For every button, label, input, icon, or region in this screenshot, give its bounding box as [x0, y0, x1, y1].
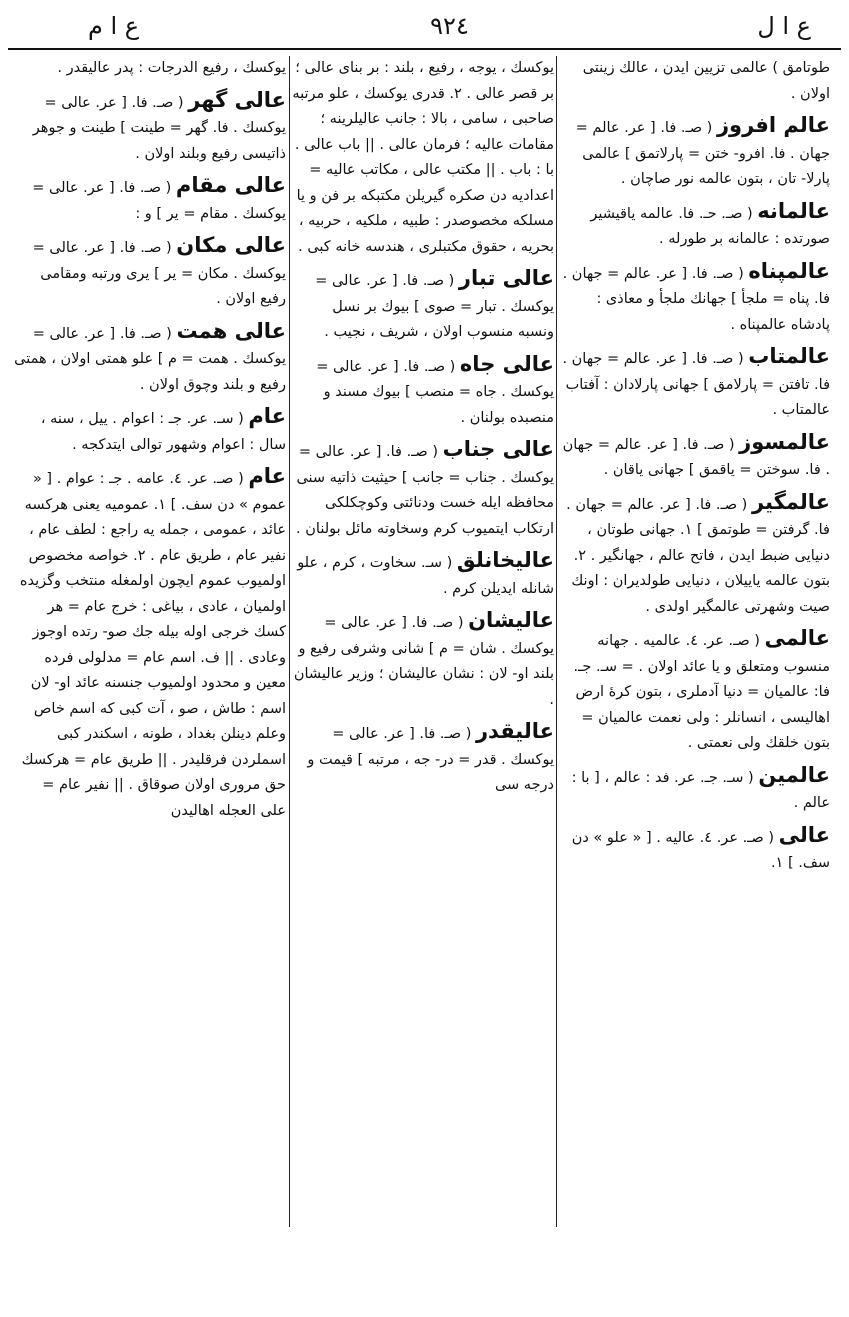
entry-definition: ( صـ. فا. [ عر. عالی = یوکسك . شان = م ] شانی وشرفی رفیع و بلند او- لان : نشان عالیشان ؛ وزیر عالیشان .	[293, 615, 554, 708]
entry-headword: عالمی	[764, 626, 830, 650]
dictionary-entry	[292, 546, 554, 602]
page-header	[8, 6, 841, 46]
header-right-guide: ع ا ل	[757, 12, 811, 40]
dictionary-entry	[14, 231, 286, 313]
entry-headword: عالی گهر	[188, 87, 286, 112]
dictionary-entry	[560, 111, 830, 193]
entry-definition: ( سـ. جـ. عر. فد : عالم ، [ با : عالم .	[571, 769, 830, 811]
entry-definition: طوتامق ) عالمی تزیین ایدن ، عالك زینتی اولان .	[582, 60, 830, 102]
entry-definition: ( صـ. فا. [ عر. عالی = یوکسك . جاه = منصب ] بیوك مسند و منصبده بولنان .	[316, 358, 554, 426]
entry-definition: ( صـ. فا. [ عر. عالی = یوکسك . تبار = صوی ] بیوك بر نسل ونسبه منسوب اولان ، شریف ، نجیب .	[315, 273, 554, 340]
entry-definition: ( صـ. فا. [ عر. عالم = جهان . فا. سوختن = یاقمق ] جهانی یاقان .	[562, 436, 830, 478]
entry-definition: ( صـ. فا. [ عر. عالم = جهان . فا. تافتن = پارلامق ] جهانی پارلادان : آفتاب عالمتاب .	[562, 351, 830, 418]
entry-headword: عالی همت	[176, 318, 286, 343]
dictionary-entry	[14, 402, 286, 458]
entry-definition: ( صـ. فا. [ عر. عالی = یوکسك . همت = م ] علو همتی اولان ، همتی رفیع و بلند وچوق اولان .	[14, 325, 286, 393]
dictionary-entry	[560, 428, 830, 484]
dictionary-entry	[292, 264, 554, 346]
column-divider-right	[556, 56, 557, 1227]
entry-headword: عالمانه	[757, 198, 830, 223]
entry-headword: عالی جاه	[459, 351, 554, 376]
entry-headword: عالیخانلق	[456, 548, 554, 572]
column-right	[560, 56, 830, 1227]
dictionary-entry	[292, 435, 554, 542]
entry-headword: عالم افروز	[716, 113, 830, 137]
dictionary-entry	[292, 606, 554, 713]
column-middle	[292, 56, 554, 1227]
dictionary-entry	[292, 717, 554, 799]
entry-headword: عالمتاب	[748, 344, 830, 368]
entry-definition: ( صـ. فا. [ عر. عالم = جهان . فا. گرفتن = طوتمق ] ١. جهانی طوتان ، دنیایی ضبط ایدن ، فاتح عالم ، جهانگیر . ٢. بتون عالمه یاییلان ، دنیایی طولدیران : اونك صیت وشهرتی عالمگیر اولدی .	[566, 496, 830, 615]
entry-definition: ( صـ. عر. ٤. عامه . جـ : عوام . [ « عموم » دن سف. ] ١. عمومیه یعنی هرکسه عائد ، عمومی ، جمله یه راجع : لطف عام ، نفیر عام ، طریق عام . ٢. خواصه مخصوص اولمیوب عموم ایچون اولمغله منتخب وگزیده اولمیان ، عادی ، بیاغی : خرج عام = هر کسك خرجی اوله بیله جك صو- رتده اوجوز وعادی . || ف. اسم عام = مدلولی فرده معین و محدود اولمیوب جنسنه عائد او- لان اسم : طاش ، صو ، آت کبی که اسم خاص وعلم دینلن بغداد ، طونه ، اسکندر کبی اسملردن فرقلیدر . || طریق عام = هرکسك حق مروری اولان صوقاق . || نفیر عام = علی العجله اهالیدن	[19, 471, 286, 819]
entry-definition: ( صـ. فا. [ عر. عالی = یوکسك . مکان = یر ] یری ورتبه ومقامی رفیع اولان .	[32, 240, 286, 307]
entry-definition: یوکسك ، یوجه ، رفیع ، بلند : بر بنای عالی ؛ بر قصر عالی . ٢. قدری یوکسك ، علو مرتبه صاحبی ، سامی ، بالا : جانب عالیلرینه ؛ مقامات عالیه ؛ فرمان عالی . || باب عالی . با : باب . || مکتب عالی ، مکاتب عالیه = اعدادیه دن صکره گیریلن مکتبکه بر فن و یا مسلکه مخصوصدر : طبیه ، ملکیه ، حربیه ، بحریه ، حقوق مکتبلری ، هندسه خانه کبی .	[292, 60, 554, 255]
entry-definition: ( صـ. فا. [ عر. عالی = یوکسك . مقام = یر ] و :	[32, 180, 286, 222]
dictionary-entry	[14, 317, 286, 399]
entry-definition: ( صـ. حـ. فا. عالمه یاقیشیر صورتده : عالمانه بر طورله .	[590, 205, 830, 247]
entry-headword: عالیقدر	[475, 719, 554, 743]
entry-headword: عالیشان	[468, 608, 554, 632]
dictionary-entry	[14, 86, 286, 168]
entry-headword: عالمپناه	[748, 258, 830, 283]
entry-definition: ( سـ. سخاوت ، کرم ، علو شانله ایدیلن کرم .	[297, 555, 554, 597]
header-left-guide: ع ا م	[88, 12, 140, 40]
entry-headword: عالی تبار	[458, 266, 554, 290]
entry-definition: ( صـ. عر. ٤. عالیه . [ « علو » دن سف. ] ١.	[571, 829, 830, 871]
column-divider-left	[289, 56, 290, 1227]
entry-definition: ( صـ. فا. [ عر. عالی = یوکسك . جناب = جانب ] حیثیت ذاتیه سنی محافظه ایله خست ودنائتی وکوچکلکی ارتکاب ایتمیوب کرم وسخاوته مائل بولنان .	[296, 444, 554, 537]
dictionary-entry	[560, 257, 830, 339]
page-number: ٩٢٤	[430, 12, 469, 40]
dictionary-entry	[292, 56, 554, 260]
entry-definition: ( صـ. فا. [ عر. عالم = جهان . فا. افرو- ختن = پارلاتمق ] عالمی پارلا- تان ، بتون عالمه نور صاچان .	[575, 120, 830, 187]
dictionary-entry	[560, 821, 830, 877]
entry-headword: عام	[248, 464, 286, 488]
entry-headword: عالمسوز	[739, 429, 830, 454]
column-left	[14, 56, 286, 1227]
entry-definition: ( صـ. فا. [ عر. عالی = یوکسك . قدر = در- جه ، مرتبه ] قیمت و درجه سی	[307, 726, 554, 793]
entry-headword: عالی	[778, 822, 830, 847]
entry-definition: ( صـ. فا. [ عر. عالی = یوکسك . فا. گهر = طینت ] طینت و جوهر ذاتیسی رفیع وبلند اولان .	[32, 94, 286, 162]
entry-definition: ( صـ. عر. ٤. عالمیه . جهانه منسوب ومتعلق و یا عائد اولان . = سـ. جـ. فا: عالمیان = دنیا آدملری ، بتون کرهٔ ارض اهالیسی ، انسانلر : ولی نعمت عالمیان = بتون خلقك ولی نعمتی .	[573, 633, 830, 751]
entry-headword: عالی مقام	[175, 173, 286, 197]
dictionary-entry	[560, 197, 830, 253]
entry-headword: عام	[248, 404, 286, 428]
entry-headword: عالمگیر	[751, 489, 830, 514]
entry-definition: ( سـ. عر. جـ : اعوام . ییل ، سنه ، سال : اعوام وشهور توالی ایتدکجه .	[40, 411, 286, 453]
dictionary-entry	[14, 171, 286, 227]
dictionary-entry	[560, 342, 830, 424]
header-rule	[8, 48, 841, 50]
dictionary-entry	[560, 56, 830, 107]
dictionary-entry	[560, 624, 830, 757]
entry-headword: عالی مکان	[176, 233, 286, 257]
entry-definition: یوکسك ، رفیع الدرجات : پدر عالیقدر .	[57, 60, 286, 76]
entry-definition: ( صـ. فا. [ عر. عالم = جهان . فا. پناه = ملجأ ] جهانك ملجأ و معاذی : پادشاه عالمپناه .	[562, 265, 830, 333]
dictionary-entry	[14, 56, 286, 82]
dictionary-entry	[14, 462, 286, 824]
dictionary-entry	[560, 488, 830, 621]
entry-headword: عالمین	[758, 762, 830, 787]
entry-headword: عالی جناب	[442, 437, 554, 461]
dictionary-entry	[292, 350, 554, 432]
dictionary-entry	[560, 761, 830, 817]
